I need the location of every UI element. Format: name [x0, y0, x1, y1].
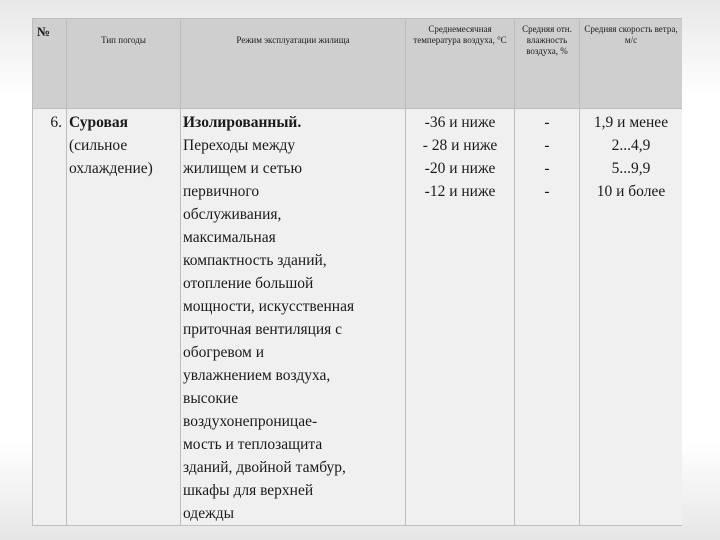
- cell-weather-type: [67, 109, 181, 526]
- humidity-value: -: [544, 114, 550, 131]
- table-header-row: [33, 19, 683, 109]
- mode-line: одежды: [183, 505, 235, 522]
- temperature-value: -20 и ниже: [424, 160, 496, 177]
- mode-line: мость и теплозащита: [183, 436, 323, 453]
- cell-humidity: [515, 109, 580, 526]
- cell-dwelling-mode: [181, 109, 406, 526]
- table-row: [33, 109, 683, 526]
- weather-type-line: (сильное: [69, 137, 128, 154]
- mode-title: Изолированный.: [183, 114, 302, 131]
- weather-type-title: Суровая: [69, 114, 129, 131]
- mode-line: высокие: [183, 390, 239, 407]
- mode-line: жилищем и сетью: [183, 160, 303, 177]
- temperature-value: - 28 и ниже: [422, 137, 498, 154]
- header-dwelling-mode: Режим эксплуатации жилища: [181, 19, 406, 109]
- mode-line: обслуживания,: [183, 206, 282, 223]
- mode-line: отопление большой: [183, 275, 314, 292]
- wind-value: 5...9,9: [611, 160, 651, 177]
- wind-value: 1,9 и менее: [593, 114, 669, 131]
- mode-line: шкафы для верхней: [183, 482, 314, 499]
- weather-table: [32, 18, 682, 526]
- cell-wind-speed: [580, 109, 683, 526]
- temperature-value: -12 и ниже: [424, 183, 496, 200]
- row-number: 6.: [50, 114, 62, 131]
- wind-value: 10 и более: [596, 183, 666, 200]
- wind-value: 2...4,9: [611, 137, 651, 154]
- mode-line: мощности, искусственная: [183, 298, 355, 315]
- header-temperature: Среднемесячная температура воздуха, °С: [406, 19, 515, 109]
- header-humidity: Средняя отн. влажность воздуха, %: [515, 19, 580, 109]
- header-number: №: [33, 19, 67, 109]
- humidity-value: -: [544, 183, 550, 200]
- mode-line: увлажнением воздуха,: [183, 367, 331, 384]
- mode-line: зданий, двойной тамбур,: [183, 459, 346, 476]
- humidity-value: -: [544, 160, 550, 177]
- mode-line: Переходы между: [183, 137, 296, 154]
- mode-line: компактность зданий,: [183, 252, 327, 269]
- header-weather-type: Тип погоды: [67, 19, 181, 109]
- header-wind-speed: Средняя скорость ветра, м/с: [580, 19, 683, 109]
- temperature-value: -36 и ниже: [424, 114, 496, 131]
- mode-line: обогревом и: [183, 344, 265, 361]
- mode-line: воздухонепроницае-: [183, 413, 318, 430]
- humidity-value: -: [544, 137, 550, 154]
- cell-temperature: [406, 109, 515, 526]
- mode-line: первичного: [183, 183, 260, 200]
- mode-line: максимальная: [183, 229, 276, 246]
- weather-type-line: охлаждение): [69, 160, 153, 177]
- mode-line: приточная вентиляция с: [183, 321, 343, 338]
- cell-number: [33, 109, 67, 526]
- weather-table-container: [32, 18, 682, 526]
